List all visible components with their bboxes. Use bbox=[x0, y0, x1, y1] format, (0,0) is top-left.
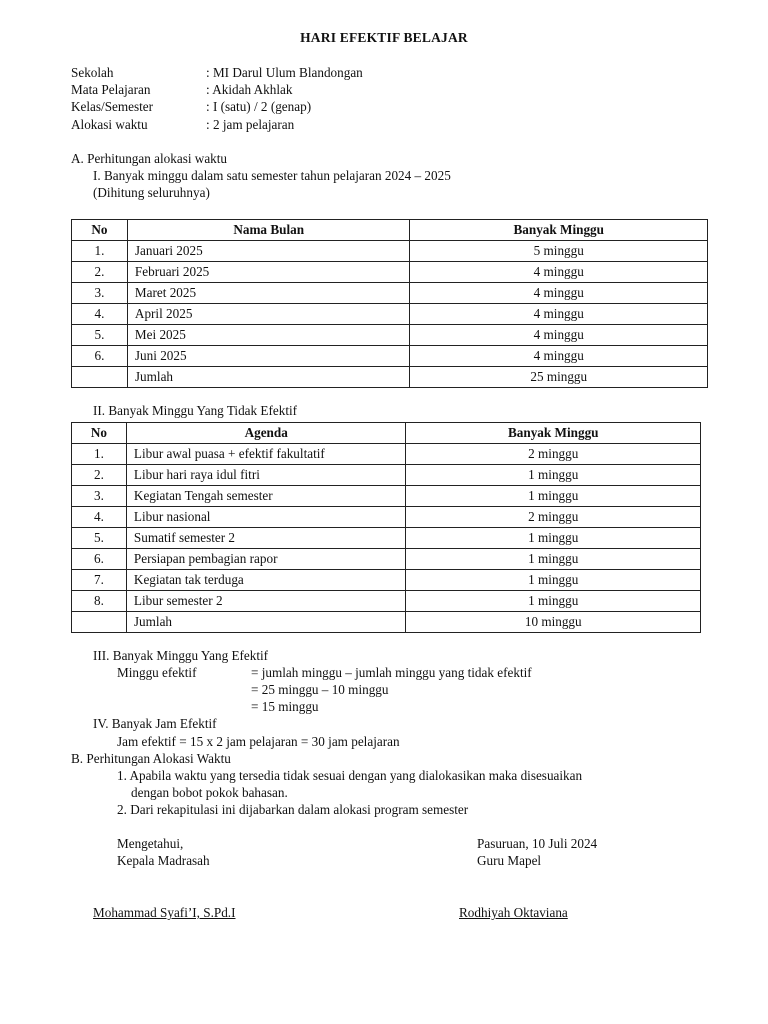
row-no bbox=[72, 367, 128, 388]
row-agenda: Libur semester 2 bbox=[126, 591, 406, 612]
table-row bbox=[72, 486, 701, 507]
value-subject: : Akidah Akhlak bbox=[206, 82, 293, 97]
header-no: No bbox=[72, 423, 127, 444]
section-b-item1-line1: 1. Apabila waktu yang tersedia tidak sesuai dengan yang dialokasikan maka disesuaikan bbox=[117, 768, 583, 783]
row-agenda: Libur awal puasa + efektif fakultatif bbox=[126, 444, 406, 465]
row-agenda: Libur nasional bbox=[126, 507, 406, 528]
row-weeks: 4 minggu bbox=[410, 283, 708, 304]
signature-left-role: Kepala Madrasah bbox=[117, 853, 210, 868]
weeks-per-month-table bbox=[71, 219, 708, 388]
table-row bbox=[72, 444, 701, 465]
row-month: Mei 2025 bbox=[127, 325, 410, 346]
row-weeks: 2 minggu bbox=[406, 507, 701, 528]
table-row bbox=[72, 304, 708, 325]
value-school: : MI Darul Ulum Blandongan bbox=[206, 65, 363, 80]
row-weeks: 4 minggu bbox=[410, 262, 708, 283]
sub1-note: (Dihitung seluruhnya) bbox=[93, 185, 210, 200]
row-no: 5. bbox=[72, 325, 128, 346]
row-no: 4. bbox=[72, 304, 128, 325]
section-b-item2: 2. Dari rekapitulasi ini dijabarkan dalam alokasi program semester bbox=[117, 802, 469, 817]
table-row bbox=[72, 549, 701, 570]
document-title: HARI EFEKTIF BELAJAR bbox=[300, 30, 468, 45]
signature-left-line1: Mengetahui, bbox=[117, 836, 184, 851]
row-weeks: 4 minggu bbox=[410, 346, 708, 367]
table-total-row bbox=[72, 367, 708, 388]
row-no: 4. bbox=[72, 507, 127, 528]
row-month: Januari 2025 bbox=[127, 241, 410, 262]
table-row bbox=[72, 528, 701, 549]
effective-weeks-result: = 15 minggu bbox=[251, 699, 319, 714]
row-no: 2. bbox=[72, 262, 128, 283]
row-agenda: Libur hari raya idul fitri bbox=[126, 465, 406, 486]
sub3-title: III. Banyak Minggu Yang Efektif bbox=[93, 648, 269, 663]
table-row bbox=[72, 241, 708, 262]
table-total-row bbox=[72, 612, 701, 633]
value-time-allocation: : 2 jam pelajaran bbox=[206, 117, 295, 132]
row-no: 1. bbox=[72, 444, 127, 465]
table-row bbox=[72, 283, 708, 304]
row-no bbox=[72, 612, 127, 633]
row-weeks: 1 minggu bbox=[406, 591, 701, 612]
label-subject: Mata Pelajaran bbox=[71, 82, 151, 97]
total-label: Jumlah bbox=[126, 612, 406, 633]
row-no: 2. bbox=[72, 465, 127, 486]
table-row bbox=[72, 325, 708, 346]
header-no: No bbox=[72, 220, 128, 241]
header-month-name: Nama Bulan bbox=[127, 220, 410, 241]
row-agenda: Kegiatan tak terduga bbox=[126, 570, 406, 591]
signature-right-name: Rodhiyah Oktaviana bbox=[459, 905, 568, 920]
total-weeks: 25 minggu bbox=[410, 367, 708, 388]
row-weeks: 1 minggu bbox=[406, 528, 701, 549]
label-class-semester: Kelas/Semester bbox=[71, 99, 154, 114]
row-no: 1. bbox=[72, 241, 128, 262]
section-b-item1-line2: dengan bobot pokok bahasan. bbox=[131, 785, 288, 800]
row-weeks: 1 minggu bbox=[406, 465, 701, 486]
row-agenda: Persiapan pembagian rapor bbox=[126, 549, 406, 570]
table-row bbox=[72, 465, 701, 486]
non-effective-weeks-table bbox=[71, 422, 701, 633]
signature-right-place-date: Pasuruan, 10 Juli 2024 bbox=[477, 836, 598, 851]
effective-hours-line: Jam efektif = 15 x 2 jam pelajaran = 30 jam pelajaran bbox=[117, 734, 400, 749]
value-class-semester: : I (satu) / 2 (genap) bbox=[206, 99, 312, 114]
sub1-title: I. Banyak minggu dalam satu semester tahun pelajaran 2024 – 2025 bbox=[93, 168, 451, 183]
row-weeks: 1 minggu bbox=[406, 486, 701, 507]
row-month: Juni 2025 bbox=[127, 346, 410, 367]
header-week-count: Banyak Minggu bbox=[406, 423, 701, 444]
row-no: 3. bbox=[72, 486, 127, 507]
signature-left-name: Mohammad Syafi’I, S.Pd.I bbox=[93, 905, 236, 920]
row-month: Februari 2025 bbox=[127, 262, 410, 283]
table-row bbox=[72, 570, 701, 591]
row-weeks: 5 minggu bbox=[410, 241, 708, 262]
total-label: Jumlah bbox=[127, 367, 410, 388]
row-agenda: Sumatif semester 2 bbox=[126, 528, 406, 549]
row-no: 8. bbox=[72, 591, 127, 612]
label-time-allocation: Alokasi waktu bbox=[71, 117, 148, 132]
sub2-title: II. Banyak Minggu Yang Tidak Efektif bbox=[93, 403, 298, 418]
section-b-heading: B. Perhitungan Alokasi Waktu bbox=[71, 751, 231, 766]
table-row bbox=[72, 346, 708, 367]
label-school: Sekolah bbox=[71, 65, 114, 80]
effective-weeks-formula: = jumlah minggu – jumlah minggu yang tidak efektif bbox=[251, 665, 532, 680]
effective-weeks-label: Minggu efektif bbox=[117, 665, 197, 680]
row-no: 6. bbox=[72, 346, 128, 367]
row-no: 6. bbox=[72, 549, 127, 570]
row-month: Maret 2025 bbox=[127, 283, 410, 304]
row-month: April 2025 bbox=[127, 304, 410, 325]
table-row bbox=[72, 591, 701, 612]
row-weeks: 4 minggu bbox=[410, 304, 708, 325]
row-weeks: 4 minggu bbox=[410, 325, 708, 346]
row-weeks: 1 minggu bbox=[406, 549, 701, 570]
total-weeks: 10 minggu bbox=[406, 612, 701, 633]
row-no: 3. bbox=[72, 283, 128, 304]
table-row bbox=[72, 262, 708, 283]
table-row bbox=[72, 507, 701, 528]
row-weeks: 1 minggu bbox=[406, 570, 701, 591]
row-agenda: Kegiatan Tengah semester bbox=[126, 486, 406, 507]
section-a-heading: A. Perhitungan alokasi waktu bbox=[71, 151, 228, 166]
effective-weeks-substitution: = 25 minggu – 10 minggu bbox=[251, 682, 389, 697]
row-no: 5. bbox=[72, 528, 127, 549]
signature-right-role: Guru Mapel bbox=[477, 853, 542, 868]
table-header-row bbox=[72, 423, 701, 444]
header-agenda: Agenda bbox=[126, 423, 406, 444]
row-weeks: 2 minggu bbox=[406, 444, 701, 465]
sub4-title: IV. Banyak Jam Efektif bbox=[93, 716, 217, 731]
table-header-row bbox=[72, 220, 708, 241]
row-no: 7. bbox=[72, 570, 127, 591]
header-week-count: Banyak Minggu bbox=[410, 220, 708, 241]
